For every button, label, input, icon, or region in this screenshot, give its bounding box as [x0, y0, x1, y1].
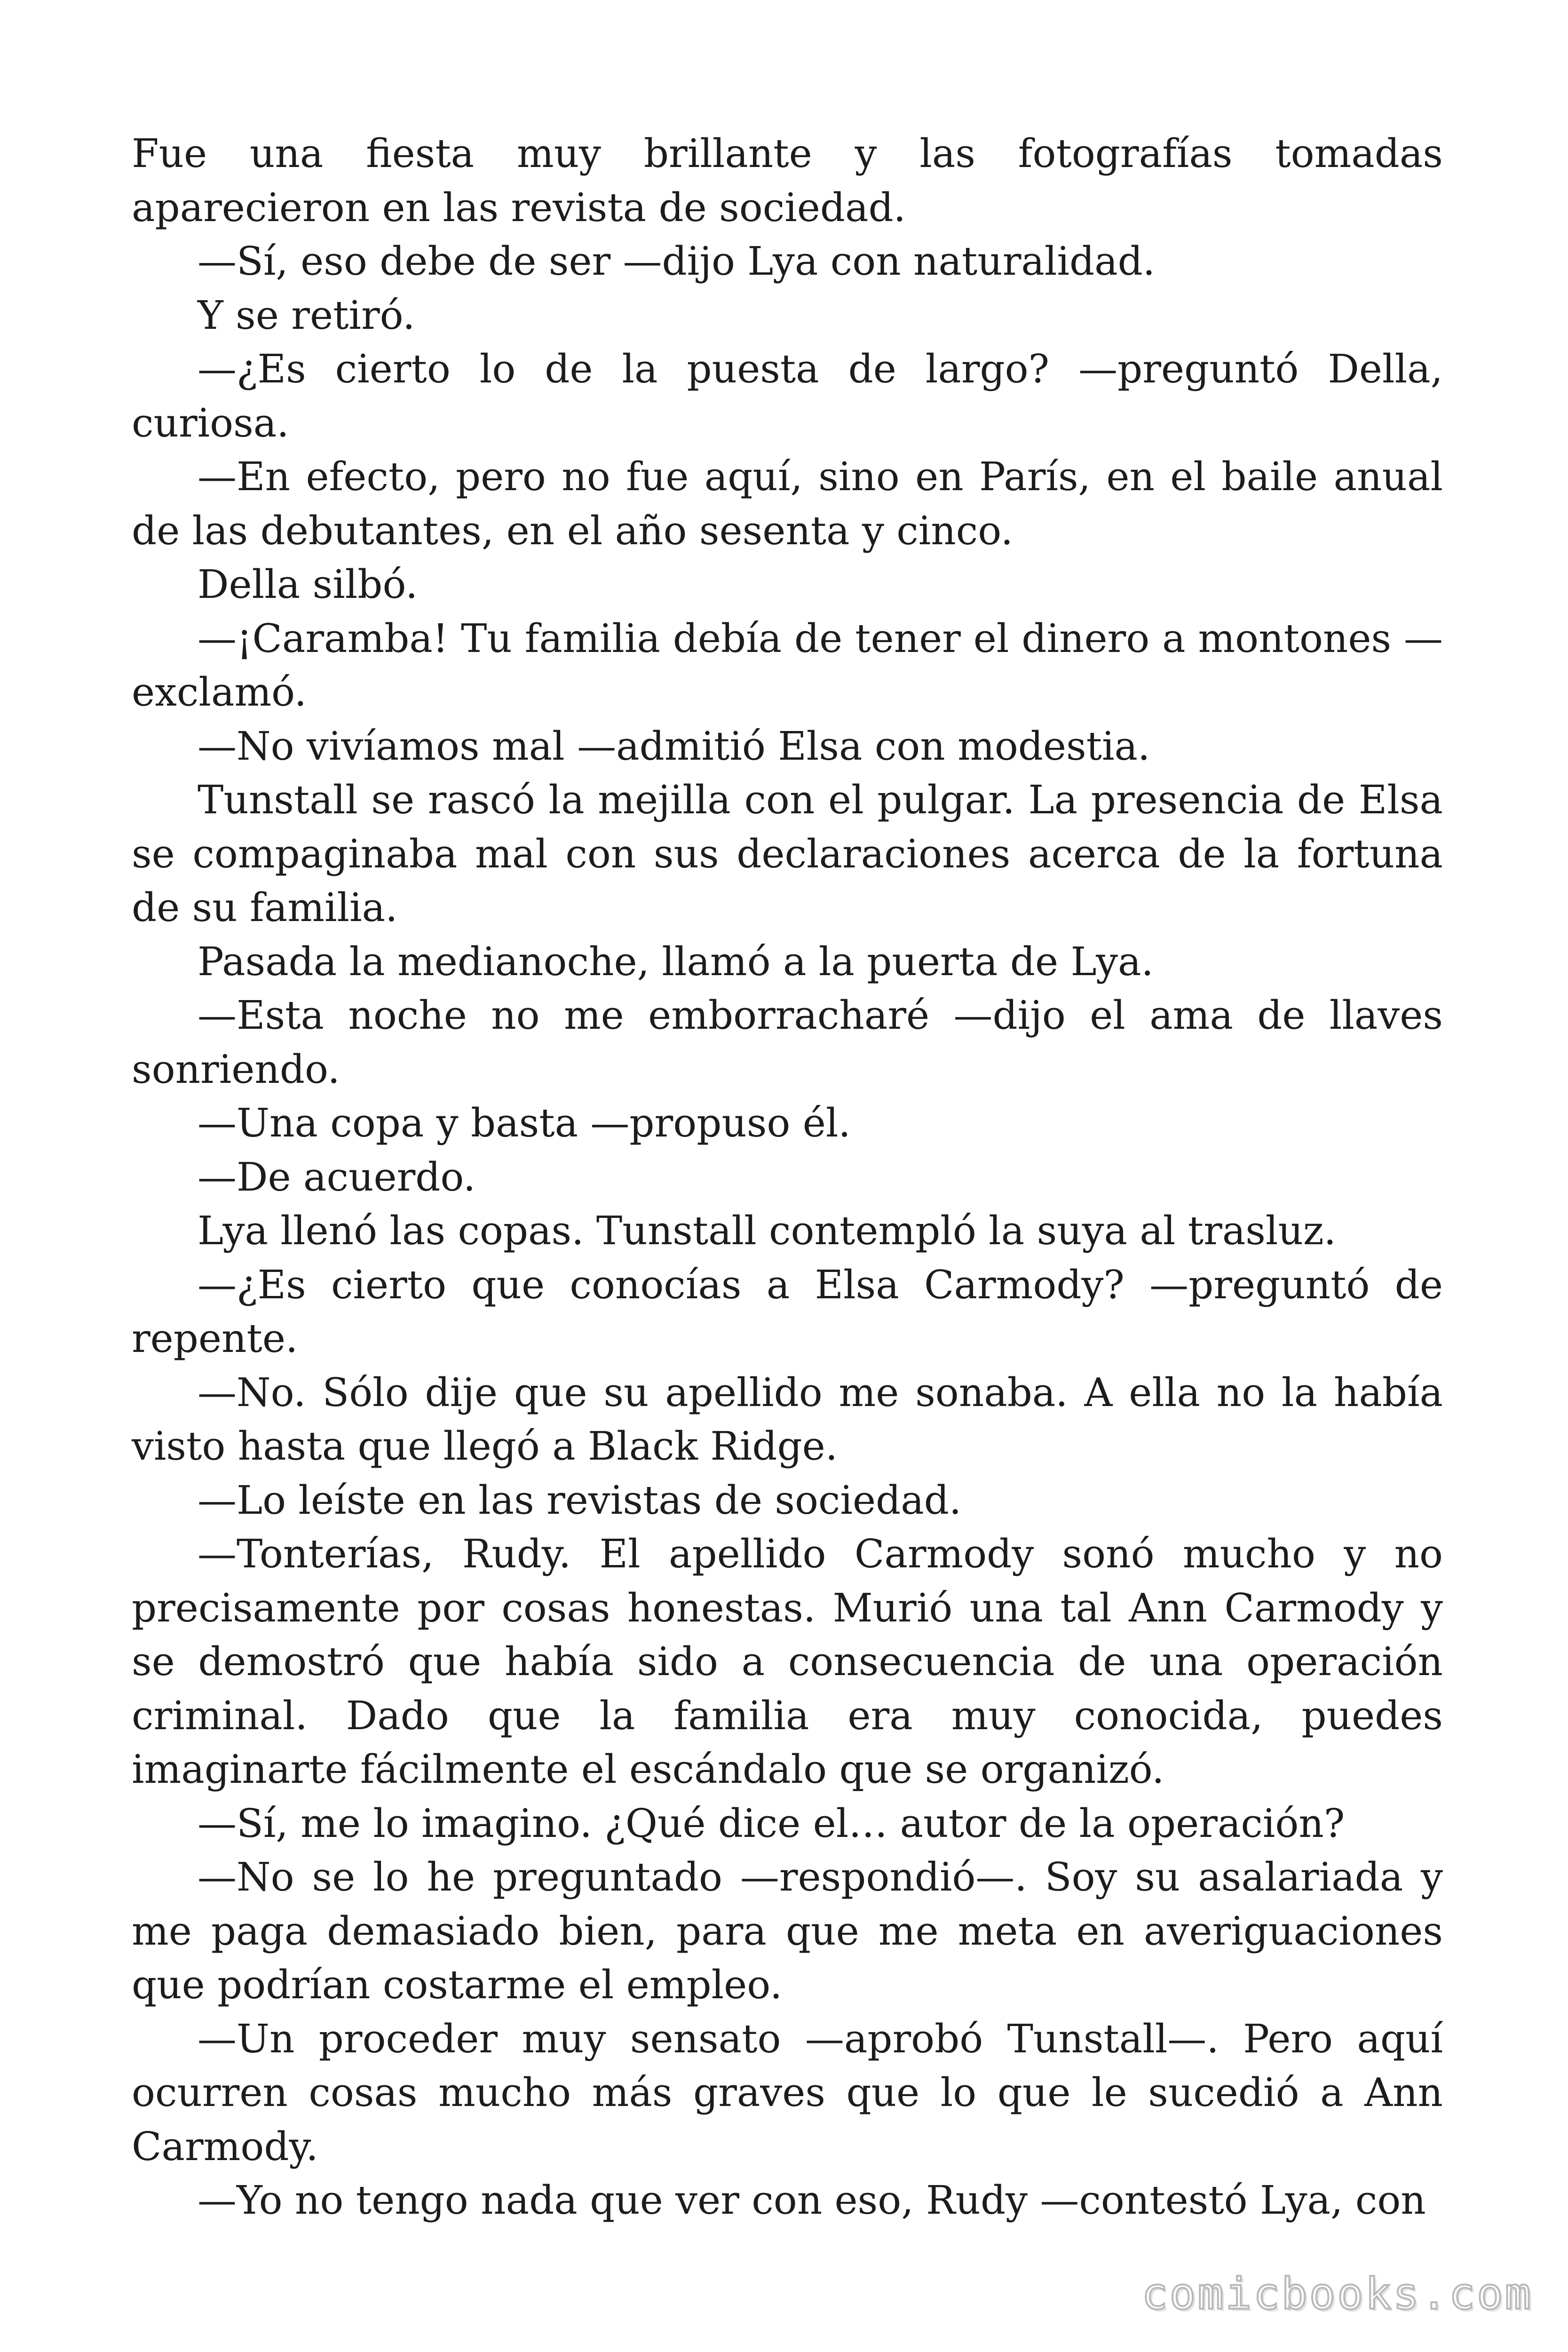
paragraph: —Yo no tengo nada que ver con eso, Rudy —contestó Lya, con: [198, 2177, 1426, 2223]
paragraph: —Tonterías, Rudy. El apellido Carmody sonó mucho y no precisamente por cosas honestas. Murió una tal Ann Carmody y se demostró que había sido a consecuencia de una operación criminal. Dado que la familia era muy conocida, puedes imaginarte fácilmente el escándalo que se organizó.: [132, 1531, 1443, 1792]
paragraph: —¿Es cierto lo de la puesta de largo? —preguntó Della, curiosa.: [132, 346, 1443, 446]
paragraph: —Sí, me lo imagino. ¿Qué dice el… autor de la operación?: [198, 1800, 1345, 1846]
paragraph: —Una copa y basta —propuso él.: [198, 1100, 851, 1146]
paragraph: —Lo leíste en las revistas de sociedad.: [198, 1477, 962, 1523]
paragraph: Fue una fiesta muy brillante y las fotografías tomadas aparecieron en las revista de sociedad.: [132, 131, 1443, 230]
paragraph: —Un proceder muy sensato —aprobó Tunstall—. Pero aquí ocurren cosas mucho más graves que lo que le sucedió a Ann Carmody.: [132, 2016, 1443, 2169]
paragraph: Y se retiró.: [198, 292, 415, 338]
paragraph: Lya llenó las copas. Tunstall contempló la suya al trasluz.: [198, 1208, 1337, 1254]
paragraph: —En efecto, pero no fue aquí, sino en París, en el baile anual de las debutantes, en el año sesenta y cinco.: [132, 454, 1443, 554]
paragraph: —¡Caramba! Tu familia debía de tener el dinero a montones —exclamó.: [132, 615, 1443, 715]
paragraph: Pasada la medianoche, llamó a la puerta de Lya.: [198, 938, 1154, 985]
paragraph: —No vivíamos mal —admitió Elsa con modestia.: [198, 723, 1150, 769]
paragraph: —No se lo he preguntado —respondió—. Soy su asalariada y me paga demasiado bien, para que me meta en averiguaciones que podrían costarme el empleo.: [132, 1854, 1443, 2008]
paragraph: —Esta noche no me emborracharé —dijo el ama de llaves sonriendo.: [132, 993, 1443, 1092]
paragraph: —¿Es cierto que conocías a Elsa Carmody? —preguntó de repente.: [132, 1262, 1443, 1361]
watermark: comicbooks.com: [1141, 2269, 1533, 2319]
page-body: [132, 127, 1443, 2228]
paragraph: Della silbó.: [198, 562, 418, 607]
paragraph: —De acuerdo.: [198, 1154, 476, 1200]
paragraph: —Sí, eso debe de ser —dijo Lya con naturalidad.: [198, 238, 1156, 284]
paragraph: —No. Sólo dije que su apellido me sonaba. A ella no la había visto hasta que llegó a Black Ridge.: [132, 1369, 1443, 1469]
paragraph: Tunstall se rascó la mejilla con el pulgar. La presencia de Elsa se compaginaba mal con sus declaraciones acerca de la fortuna de su familia.: [132, 777, 1443, 930]
